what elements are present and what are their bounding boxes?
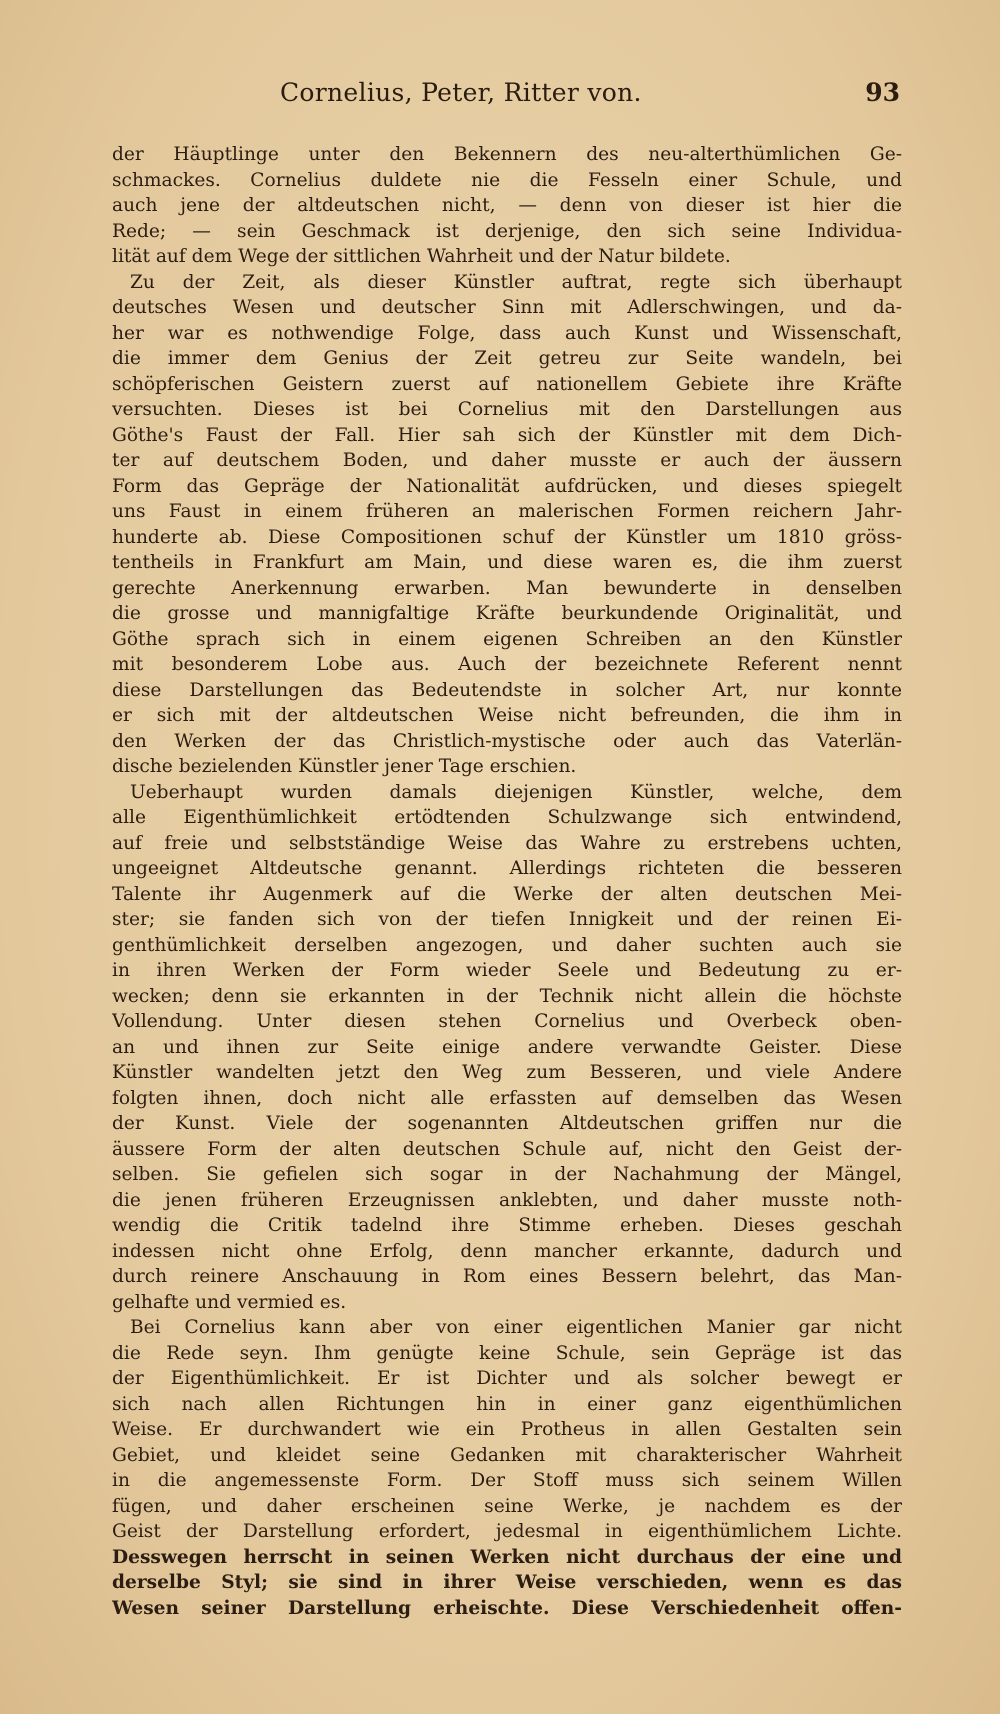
- text-line: Ueberhaupt wurden damals diejenigen Künstler, welche, dem: [130, 781, 902, 803]
- text-line: durch reinere Anschauung in Rom eines Bessern belehrt, das Man-: [112, 1266, 902, 1287]
- text-line: gelhafte und vermied es.: [112, 1291, 347, 1313]
- text-line: auf freie und selbstständige Weise das Wahre zu erstrebens uchten,: [112, 832, 902, 854]
- text-line: alle Eigenthümlichkeit ertödtenden Schulzwange sich entwindend,: [112, 807, 902, 828]
- text-line: Rede; — sein Geschmack ist derjenige, den sich seine Individua-: [112, 220, 902, 242]
- text-line: Vollendung. Unter diesen stehen Cornelius und Overbeck oben-: [112, 1011, 902, 1032]
- running-head: Cornelius, Peter, Ritter von.: [280, 78, 642, 107]
- text-line: tentheils in Frankfurt am Main, und diese waren es, die ihm zuerst: [112, 552, 902, 573]
- text-line: Desswegen herrscht in seinen Werken nicht durchaus der eine und: [112, 1546, 902, 1568]
- text-line: wendig die Critik tadelnd ihre Stimme erheben. Dieses geschah: [112, 1215, 902, 1236]
- text-line: fügen, und daher erscheinen seine Werke, je nachdem es der: [112, 1495, 902, 1517]
- text-line: in ihren Werken der Form wieder Seele und Bedeutung zu er-: [112, 960, 902, 981]
- text-line: diese Darstellungen das Bedeutendste in solcher Art, nur konnte: [112, 679, 902, 701]
- page-header: [110, 78, 900, 118]
- text-line: ter auf deutschem Boden, und daher musste er auch der äussern: [112, 450, 902, 471]
- text-line: mit besonderem Lobe aus. Auch der bezeichnete Referent nennt: [112, 654, 902, 675]
- text-line: Göthe sprach sich in einem eigenen Schreiben an den Künstler: [112, 628, 902, 650]
- text-line: Göthe's Faust der Fall. Hier sah sich der Künstler mit dem Dich-: [112, 424, 902, 446]
- text-line: die immer dem Genius der Zeit getreu zur Seite wandeln, bei: [112, 348, 902, 369]
- text-line: selben. Sie gefielen sich sogar in der Nachahmung der Mängel,: [112, 1164, 902, 1185]
- text-line: her war es nothwendige Folge, dass auch Kunst und Wissenschaft,: [112, 322, 902, 344]
- text-line: derselbe Styl; sie sind in ihrer Weise verschieden, wenn es das: [112, 1572, 902, 1593]
- text-line: folgten ihnen, doch nicht alle erfassten auf demselben das Wesen: [112, 1087, 902, 1109]
- page-number: 93: [865, 78, 900, 107]
- text-line: gerechte Anerkennung erwarben. Man bewunderte in denselben: [112, 577, 902, 599]
- text-line: genthümlichkeit derselben angezogen, und daher suchten auch sie: [112, 934, 902, 956]
- text-line: schmackes. Cornelius duldete nie die Fesseln einer Schule, und: [112, 169, 902, 191]
- text-line: Gebiet, und kleidet seine Gedanken mit charakterischer Wahrheit: [112, 1444, 902, 1466]
- text-line: er sich mit der altdeutschen Weise nicht befreunden, die ihm in: [112, 705, 902, 726]
- text-line: sich nach allen Richtungen hin in einer ganz eigenthümlichen: [112, 1393, 902, 1415]
- text-line: schöpferischen Geistern zuerst auf nationellem Gebiete ihre Kräfte: [112, 373, 902, 395]
- text-line: lität auf dem Wege der sittlichen Wahrheit und der Natur bildete.: [112, 246, 731, 267]
- text-line: ungeeignet Altdeutsche genannt. Allerdings richteten die besseren: [112, 858, 902, 879]
- text-line: den Werken der das Christlich-mystische oder auch das Vaterlän-: [112, 730, 902, 752]
- text-line: auch jene der altdeutschen nicht, — denn von dieser ist hier die: [112, 195, 902, 216]
- text-line: an und ihnen zur Seite einige andere verwandte Geister. Diese: [112, 1036, 902, 1058]
- body-text: [112, 142, 902, 1621]
- text-line: Geist der Darstellung erfordert, jedesmal in eigenthümlichem Lichte.: [112, 1521, 902, 1542]
- text-line: die jenen früheren Erzeugnissen anklebten, und daher musste noth-: [112, 1189, 902, 1211]
- text-line: Talente ihr Augenmerk auf die Werke der alten deutschen Mei-: [112, 883, 902, 905]
- text-line: Zu der Zeit, als dieser Künstler auftrat, regte sich überhaupt: [130, 271, 902, 293]
- text-line: deutsches Wesen und deutscher Sinn mit Adlerschwingen, und da-: [112, 297, 902, 318]
- text-line: die grosse und mannigfaltige Kräfte beurkundende Originalität, und: [112, 603, 902, 624]
- text-line: uns Faust in einem früheren an malerischen Formen reichern Jahr-: [112, 501, 902, 522]
- text-line: äussere Form der alten deutschen Schule auf, nicht den Geist der-: [112, 1138, 902, 1160]
- text-line: hunderte ab. Diese Compositionen schuf der Künstler um 1810 gröss-: [112, 526, 902, 548]
- text-line: der Kunst. Viele der sogenannten Altdeutschen griffen nur die: [112, 1113, 902, 1134]
- text-line: ster; sie fanden sich von der tiefen Innigkeit und der reinen Ei-: [112, 909, 902, 930]
- text-line: versuchten. Dieses ist bei Cornelius mit den Darstellungen aus: [112, 399, 902, 420]
- text-line: Weise. Er durchwandert wie ein Protheus in allen Gestalten sein: [112, 1419, 902, 1440]
- text-line: Bei Cornelius kann aber von einer eigentlichen Manier gar nicht: [130, 1317, 902, 1338]
- text-line: indessen nicht ohne Erfolg, denn mancher erkannte, dadurch und: [112, 1240, 902, 1262]
- text-line: Form das Gepräge der Nationalität aufdrücken, und dieses spiegelt: [112, 475, 902, 497]
- text-line: dische bezielenden Künstler jener Tage erschien.: [112, 756, 577, 777]
- text-line: die Rede seyn. Ihm genügte keine Schule, sein Gepräge ist das: [112, 1342, 902, 1364]
- text-line: in die angemessenste Form. Der Stoff muss sich seinem Willen: [112, 1470, 902, 1491]
- text-line: der Eigenthümlichkeit. Er ist Dichter und als solcher bewegt er: [112, 1368, 902, 1389]
- text-line: Wesen seiner Darstellung erheischte. Diese Verschiedenheit offen-: [112, 1597, 902, 1619]
- text-line: Künstler wandelten jetzt den Weg zum Besseren, und viele Andere: [112, 1062, 902, 1083]
- text-line: der Häuptlinge unter den Bekennern des neu-alterthümlichen Ge-: [112, 144, 902, 165]
- text-line: wecken; denn sie erkannten in der Technik nicht allein die höchste: [112, 985, 902, 1007]
